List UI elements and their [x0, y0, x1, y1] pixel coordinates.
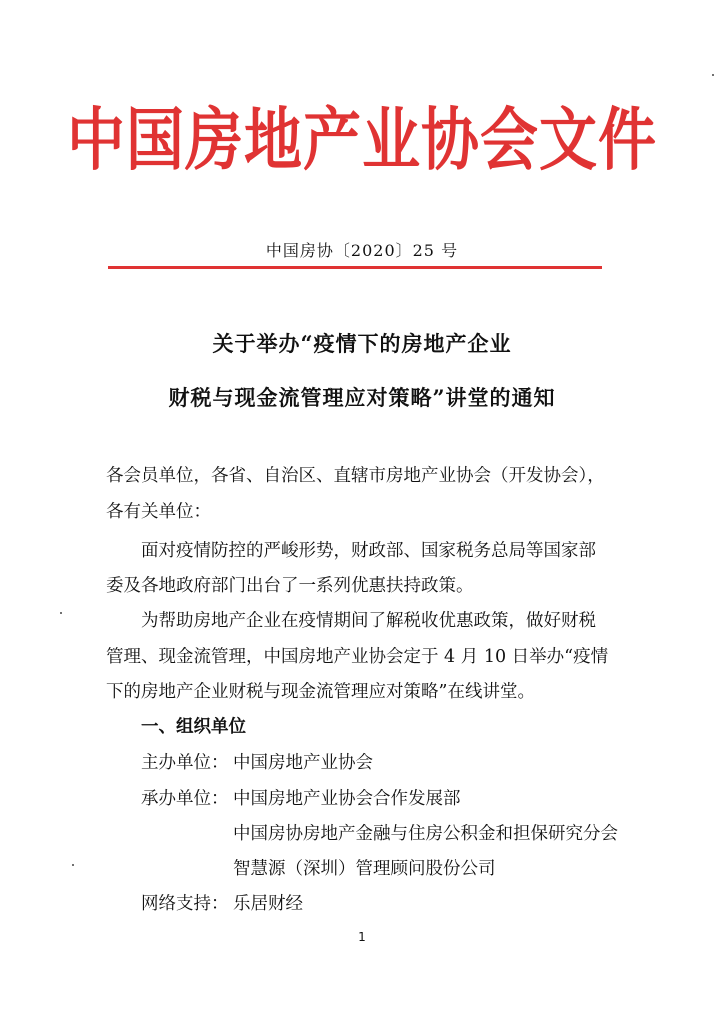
co-organizer-row: [141, 781, 661, 817]
masthead-title: 中国房地产业协会文件: [66, 99, 657, 181]
co-organizer-value-3: 智慧源（深圳）管理顾问股份公司: [233, 859, 496, 879]
scan-speck: [72, 864, 74, 866]
network-support-label: 网络支持：: [141, 894, 229, 914]
document-number: 中国房协〔2020〕25 号: [265, 241, 459, 260]
paragraph-2-line-1: 为帮助房地产企业在疫情期间了解税收优惠政策，做好财税: [141, 611, 596, 631]
co-organizer-value-2: 中国房协房地产金融与住房公积金和担保研究分会: [233, 824, 618, 844]
salutation-line-1: 各会员单位，各省、自治区、直辖市房地产业协会（开发协会），: [106, 466, 605, 486]
section-1-heading: 一、组织单位: [141, 717, 246, 737]
co-organizer-label: 承办单位：: [141, 789, 229, 809]
host-value: 中国房地产业协会: [233, 753, 373, 773]
scan-speck: [712, 74, 714, 76]
paragraph-2-line-3: 下的房地产企业财税与现金流管理应对策略”在线讲堂。: [106, 682, 535, 702]
host-label: 主办单位：: [141, 753, 229, 773]
paragraph-1-line-1: 面对疫情防控的严峻形势，财政部、国家税务总局等国家部: [141, 541, 596, 561]
salutation-line-2: 各有关单位：: [106, 502, 211, 522]
host-row: [141, 745, 661, 781]
notice-title-line-1: 关于举办“疫情下的房地产企业: [212, 331, 512, 356]
network-support-value: 乐居财经: [233, 894, 303, 914]
network-support-row: [141, 886, 661, 922]
notice-title-line-2: 财税与现金流管理应对策略”讲堂的通知: [168, 385, 556, 410]
co-organizer-value-1: 中国房地产业协会合作发展部: [233, 789, 461, 809]
scan-speck: [60, 612, 62, 614]
paragraph-2-line-2: 管理、现金流管理，中国房地产业协会定于 4 月 10 日举办“疫情: [106, 647, 609, 667]
page-number: 1: [358, 930, 366, 944]
red-divider: [108, 266, 602, 269]
paragraph-1-line-2: 委及各地政府部门出台了一系列优惠扶持政策。: [106, 576, 474, 596]
